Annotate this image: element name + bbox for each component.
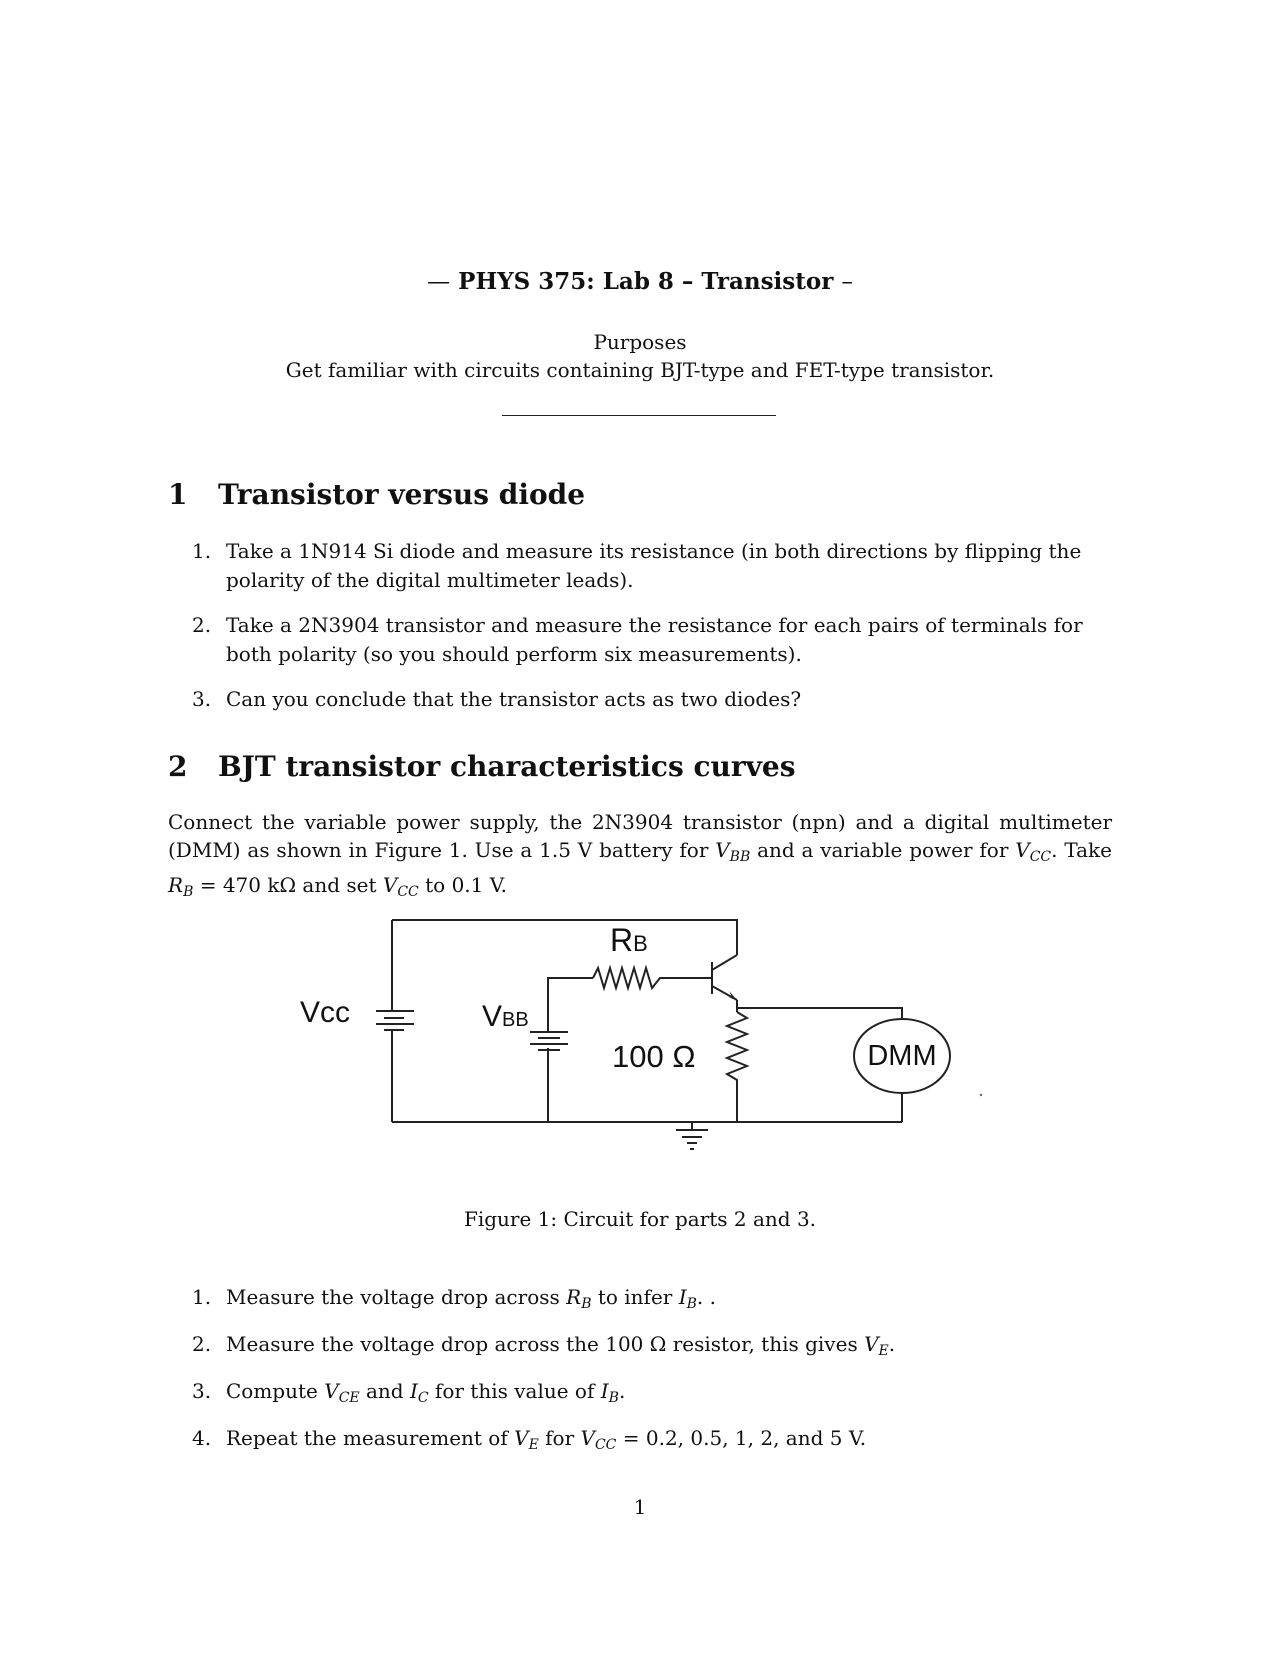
item-text: for [538, 1426, 581, 1450]
transistor-collector [712, 955, 737, 970]
label-vbb-sub: BB [502, 1009, 529, 1031]
item-number: 2. [192, 1332, 212, 1356]
math-sub: B [686, 1296, 697, 1312]
item-number: 4. [192, 1426, 212, 1450]
title-text: PHYS 375: Lab 8 – Transistor [458, 268, 834, 295]
item-text: Repeat the measurement of [226, 1426, 515, 1450]
label-resistor: 100 Ω [612, 1039, 696, 1074]
page-number: 1 [633, 1495, 647, 1519]
section-number: 2 [168, 750, 188, 783]
math-sub: CC [594, 1437, 617, 1453]
stray-dot [980, 1094, 982, 1096]
math-sub: B [608, 1390, 619, 1406]
math-var: V [1015, 838, 1030, 862]
section-1-list [192, 537, 1112, 714]
para-text: to 0.1 V. [418, 873, 508, 897]
item-text: Can you conclude that the transistor acts as two diodes? [226, 687, 802, 711]
label-vbb-main: V [482, 1000, 503, 1033]
math-sub: CC [1029, 849, 1052, 865]
horizontal-rule [502, 415, 776, 416]
math-sub: E [528, 1437, 539, 1453]
math-var: R [566, 1285, 582, 1309]
math-sub: B [581, 1296, 592, 1312]
item-text: Take a 2N3904 transistor and measure the resistance for each pairs of terminals for both polarity (so you should perform six measurements). [226, 613, 1083, 666]
math-sub: CE [338, 1390, 360, 1406]
list-item [192, 685, 1112, 714]
item-number: 3. [192, 687, 212, 711]
math-var: R [168, 873, 184, 897]
math-var: V [324, 1379, 339, 1403]
math-sub: C [417, 1390, 429, 1406]
item-number: 2. [192, 613, 212, 637]
list-item [192, 1330, 1112, 1377]
section-number: 1 [168, 478, 188, 511]
section-2-list [192, 1283, 1112, 1471]
list-item [192, 1377, 1112, 1424]
list-item [192, 1283, 1112, 1330]
item-number: 3. [192, 1379, 212, 1403]
item-text: to infer [591, 1285, 679, 1309]
item-text: . [888, 1332, 896, 1356]
math-var: I [678, 1285, 687, 1309]
section-2-paragraph [168, 808, 1112, 906]
emitter-arrow [726, 991, 737, 1000]
section-2-heading [168, 750, 796, 783]
item-number: 1. [192, 1285, 212, 1309]
item-text: Compute [226, 1379, 325, 1403]
item-text: Measure the voltage drop across [226, 1285, 567, 1309]
item-text: and [359, 1379, 410, 1403]
math-var: V [715, 838, 730, 862]
wire-top [392, 920, 737, 955]
label-vcc: Vcc [300, 996, 351, 1029]
item-text: . [618, 1379, 626, 1403]
section-title: Transistor versus diode [218, 478, 586, 511]
section-title: BJT transistor characteristics curves [218, 750, 796, 783]
para-text: Connect the variable power supply, the 2N3904 transistor (npn) and a digital multimeter (DMM) as shown in Figure 1. Use a 1.5 V battery for [168, 810, 1112, 862]
list-item [192, 1424, 1112, 1471]
label-dmm: DMM [867, 1040, 937, 1072]
para-text: and a variable power for [750, 838, 1016, 862]
math-var: V [514, 1426, 529, 1450]
title-dash-right: – [841, 269, 853, 295]
title-dash-left: — [427, 269, 451, 295]
wire-dmm-top [737, 1008, 902, 1020]
list-item [192, 611, 1112, 669]
figure-caption: Figure 1: Circuit for parts 2 and 3. [463, 1207, 817, 1231]
item-text: for this value of [428, 1379, 601, 1403]
purposes-text: Get familiar with circuits containing BJT-type and FET-type transistor. [285, 358, 995, 382]
para-text: = 470 kΩ and set [193, 873, 383, 897]
math-var: I [600, 1379, 609, 1403]
label-rb-sub: B [633, 931, 648, 956]
item-text: Take a 1N914 Si diode and measure its resistance (in both directions by flipping the polarity of the digital multimeter leads). [226, 539, 1082, 592]
item-text: . . [696, 1285, 716, 1309]
math-var: V [382, 873, 398, 897]
page-title [0, 268, 1280, 295]
math-var: V [580, 1426, 595, 1450]
label-rb [610, 922, 648, 959]
math-sub: E [878, 1343, 889, 1359]
wire-vbb-up [548, 978, 593, 1032]
purposes-heading: Purposes [593, 330, 687, 354]
math-var: V [864, 1332, 879, 1356]
math-sub: CC [397, 884, 419, 900]
label-vbb [482, 1000, 529, 1034]
label-rb-main: R [610, 922, 634, 958]
math-sub: B [183, 884, 194, 900]
math-var: I [409, 1379, 418, 1403]
rb-resistor [593, 968, 712, 988]
section-1-heading [168, 478, 585, 511]
para-text: . Take [1051, 838, 1112, 862]
item-text: = 0.2, 0.5, 1, 2, and 5 V. [616, 1426, 867, 1450]
emitter-resistor [727, 1012, 747, 1122]
list-item [192, 537, 1112, 595]
math-sub: BB [729, 849, 751, 865]
item-number: 1. [192, 539, 212, 563]
item-text: Measure the voltage drop across the 100 Ω resistor, this gives [226, 1332, 865, 1356]
transistor-emitter [712, 986, 737, 1000]
